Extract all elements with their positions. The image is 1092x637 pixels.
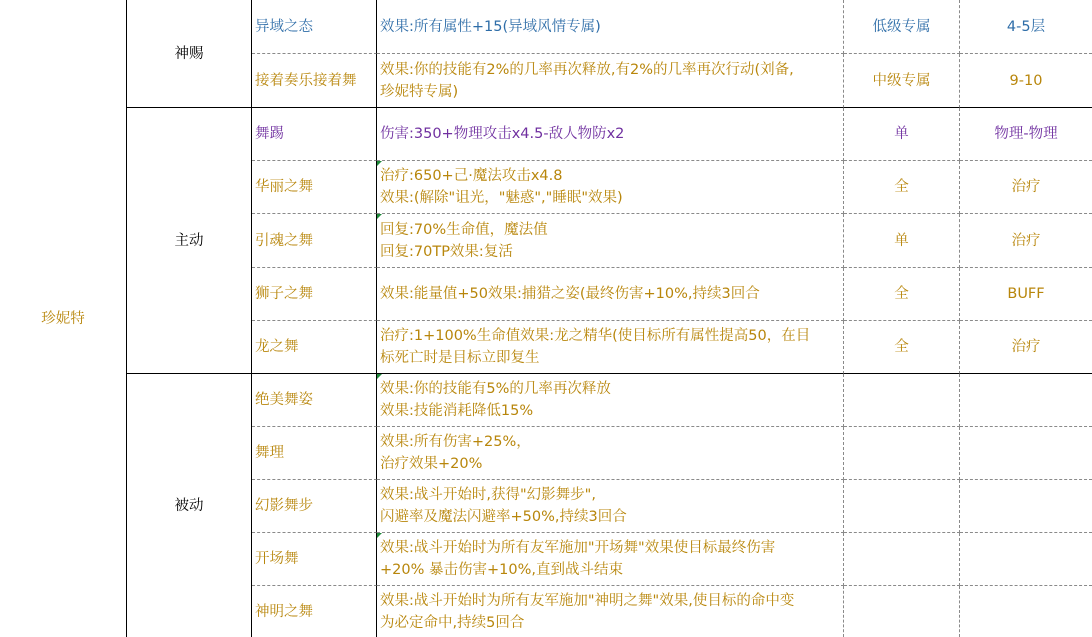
skill-effect-cell[interactable] [377,161,844,214]
skill-name-line: 异域之态 [255,18,313,35]
skill-effect-line: 效果:战斗开始时,获得"幻影舞步", [380,487,596,503]
skill-target [873,70,931,92]
skill-effect-line: 治疗:1+100%生命值效果:龙之精华(使目标所有属性提高50，在目 [380,328,811,344]
skill-target [894,283,909,305]
skill-effect [380,59,794,103]
skill-name-cell[interactable] [252,268,377,321]
skill-effect [380,431,531,475]
skill-type-cell[interactable] [960,321,1092,374]
character-name-line: 珍妮特 [41,310,85,327]
skill-effect-line: 珍妮特专属) [380,83,459,100]
skill-name-line: 舞踢 [255,126,284,142]
comment-marker-icon[interactable] [377,533,382,538]
skill-target-line: 单 [894,126,909,142]
skill-target-cell[interactable] [844,268,960,321]
skill-effect-line: 效果:(解除"诅光，"魅惑","睡眠"效果) [380,190,623,206]
group-label-line: 被动 [174,497,204,514]
skill-effect [380,219,548,263]
skill-name [255,336,299,358]
skill-name-line: 龙之舞 [255,339,299,355]
skill-name-cell[interactable] [252,54,377,108]
skill-type [1007,283,1044,305]
skill-name-cell[interactable] [252,374,377,427]
skill-effect-cell[interactable] [377,54,844,108]
skill-type-line: 4-5层 [1006,18,1046,35]
comment-marker-icon[interactable] [377,374,382,379]
skill-name [255,442,284,464]
skill-effect-cell[interactable] [377,108,844,161]
skill-name-line: 引魂之舞 [255,232,313,249]
skill-effect [380,325,810,369]
skill-name [255,389,313,411]
skill-effect-cell[interactable] [377,0,844,54]
skill-effect-line: 效果:战斗开始时为所有友军施加"神明之舞"效果,使目标的命中变 [380,592,795,609]
skill-type-line: 物理-物理 [994,126,1058,142]
skill-target-cell[interactable] [844,374,960,427]
skill-type-cell[interactable] [960,533,1092,586]
skill-effect [380,484,627,528]
skill-target [873,16,931,38]
skill-effect [380,537,775,581]
skill-effect-cell[interactable] [377,321,844,374]
skill-effect-cell[interactable] [377,214,844,268]
skill-type-cell[interactable] [960,374,1092,427]
skill-effect [380,16,601,38]
comment-marker-icon[interactable] [377,161,382,166]
skill-target-line: 低级专属 [872,18,931,35]
skill-name-line: 绝美舞姿 [255,392,313,408]
skill-name-cell[interactable] [252,161,377,214]
skill-target-cell[interactable] [844,480,960,533]
skill-target-cell[interactable] [844,161,960,214]
skill-target-cell[interactable] [844,533,960,586]
skill-name-line: 接着奏乐接着舞 [255,72,357,89]
skill-target-cell[interactable] [844,54,960,108]
skill-type-line: BUFF [1007,286,1045,302]
skill-name [255,16,313,38]
skill-effect [380,378,611,422]
character-cell[interactable] [0,0,127,637]
skill-target [894,230,909,252]
skill-type-cell[interactable] [960,480,1092,533]
skill-effect [380,123,624,145]
skill-name [255,283,313,305]
skill-type-line: 治疗 [1011,179,1041,195]
skill-target-cell[interactable] [844,214,960,268]
skill-name [255,70,357,92]
skill-effect-cell[interactable] [377,586,844,637]
skill-target-line: 全 [894,286,909,302]
skill-effect-cell[interactable] [377,268,844,321]
group-label-line: 主动 [174,232,204,249]
skill-effect-line: 回复:70TP效果:复活 [380,243,513,260]
skill-name [255,176,313,198]
skill-type-cell[interactable] [960,54,1092,108]
skill-effect-line: 效果:你的技能有2%的几率再次释放,有2%的几率再次行动(刘备, [380,61,794,78]
skill-effect-line: 效果:技能消耗降低15% [380,403,534,419]
skill-type-cell[interactable] [960,586,1092,637]
skill-type-cell[interactable] [960,268,1092,321]
skill-effect-cell[interactable] [377,374,844,427]
skill-effect-line: 为必定命中,持续5回合 [380,614,525,631]
skill-effect [380,590,794,634]
skill-name [255,123,284,145]
skill-type-cell[interactable] [960,214,1092,268]
skill-name-cell[interactable] [252,321,377,374]
skill-type [1012,336,1041,358]
skill-effect-line: 效果:战斗开始时为所有友军施加"开场舞"效果使目标最终伤害 [380,540,776,556]
skill-target-line: 中级专属 [872,72,931,89]
group-label [175,495,204,517]
skill-name-cell[interactable] [252,0,377,54]
group-cell-active[interactable] [127,108,252,374]
skill-target [894,123,909,145]
skill-type [1007,16,1045,38]
skill-effect-line: 标死亡时是目标立即复生 [380,350,540,366]
group-label [175,43,204,65]
skill-name-cell[interactable] [252,480,377,533]
skill-effect [380,165,623,209]
skill-name-cell[interactable] [252,586,377,637]
group-cell-god[interactable] [127,0,252,108]
skill-type-line: 治疗 [1011,339,1041,355]
skill-type-line: 9-10 [1009,72,1043,89]
skill-target-cell[interactable] [844,108,960,161]
skill-target-cell[interactable] [844,0,960,54]
skill-effect-line: 效果:所有属性+15(异域风情专属) [380,18,601,35]
skill-effect-line: 效果:你的技能有5%的几率再次释放 [380,381,611,397]
skill-effect-line: 治疗:650+己·魔法攻击x4.8 [380,168,563,184]
skill-effect [380,283,760,305]
group-label-line: 神赐 [174,45,204,62]
skill-type-cell[interactable] [960,108,1092,161]
skill-type-cell[interactable] [960,0,1092,54]
skill-type [994,123,1057,145]
group-label [175,230,204,252]
skill-target-line: 全 [894,339,909,355]
skill-type [1010,70,1043,92]
skill-name [255,548,299,570]
skill-target-cell[interactable] [844,321,960,374]
skill-effect-cell[interactable] [377,427,844,480]
skill-type [1012,176,1041,198]
skill-name-cell[interactable] [252,533,377,586]
skill-name-cell[interactable] [252,108,377,161]
skill-name [255,230,313,252]
skill-name-line: 舞理 [255,445,284,461]
skill-name-line: 华丽之舞 [255,179,313,195]
skill-target-line: 全 [894,179,909,195]
skill-name-line: 神明之舞 [255,603,313,620]
skill-type-line: 治疗 [1011,232,1041,249]
skill-target-cell[interactable] [844,427,960,480]
skill-effect-line: 伤害:350+物理攻击x4.5-敌人物防x2 [380,126,625,142]
skill-name-line: 开场舞 [255,551,299,567]
skill-name-line: 狮子之舞 [255,286,313,302]
group-cell-passive[interactable] [127,374,252,637]
skill-type-cell[interactable] [960,161,1092,214]
character-name [41,308,85,330]
comment-marker-icon[interactable] [377,214,382,219]
skill-target-line: 单 [894,232,909,249]
skill-name [255,495,313,517]
skill-effect-line: 闪避率及魔法闪避率+50%,持续3回合 [380,509,627,525]
skill-name-cell[interactable] [252,214,377,268]
skill-type-cell[interactable] [960,427,1092,480]
skill-target-cell[interactable] [844,586,960,637]
skill-effect-line: 效果:所有伤害+25%， [380,434,531,450]
skill-target [894,176,909,198]
skill-target [894,336,909,358]
skill-name [255,601,313,623]
skill-name-line: 幻影舞步 [255,498,313,514]
skill-effect-cell[interactable] [377,480,844,533]
skill-effect-line: 效果:能量值+50效果:捕猎之姿(最终伤害+10%,持续3回合 [380,286,760,302]
skill-effect-line: +20% 暴击伤害+10%,直到战斗结束 [380,562,623,578]
skill-effect-cell[interactable] [377,533,844,586]
skill-effect-line: 治疗效果+20% [380,456,483,472]
skill-effect-line: 回复:70%生命值，魔法值 [380,221,548,238]
skill-name-cell[interactable] [252,427,377,480]
skill-type [1012,230,1041,252]
